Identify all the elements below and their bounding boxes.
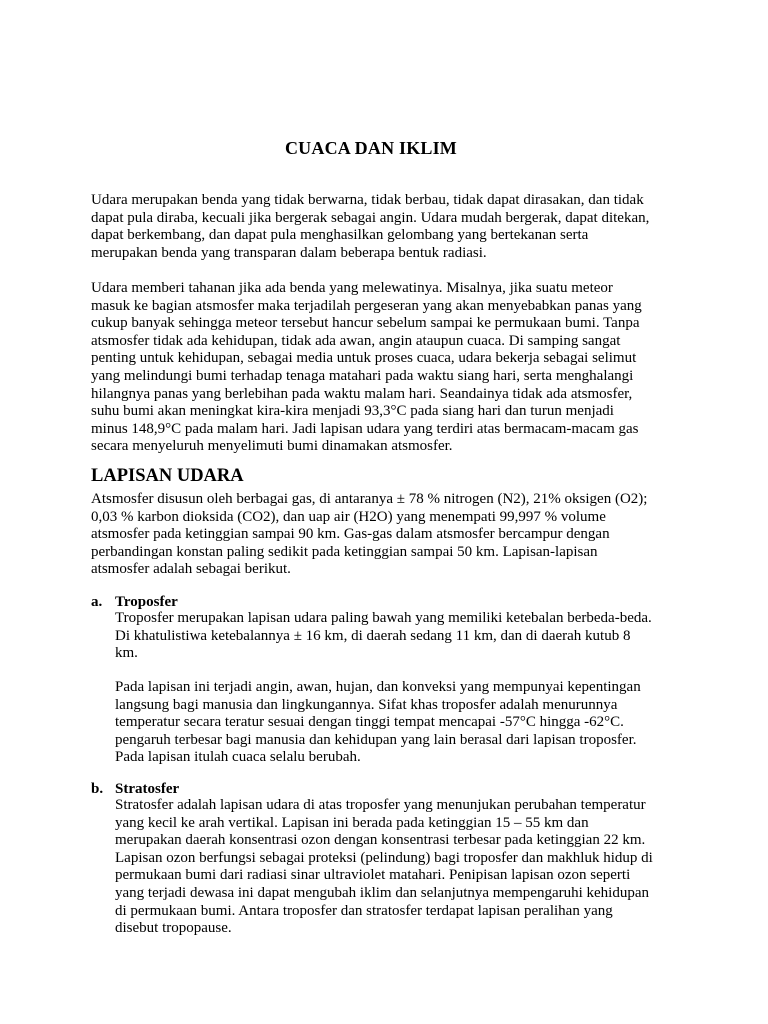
list-marker: a.: [91, 594, 103, 610]
troposfer-paragraph-1: [115, 610, 695, 663]
text-line: suhu bumi akan meningkat kira-kira menjadi 93,3°C pada siang hari dan turun menjadi: [91, 403, 614, 420]
text-line: disebut tropopause.: [115, 920, 232, 937]
document-title: CUACA DAN IKLIM: [284, 138, 457, 158]
text-line: hilangnya panas yang berlebihan pada waktu malam hari. Seandainya tidak ada atsmosfer,: [91, 385, 633, 402]
text-line: penting untuk kehidupan, sebagai media untuk proses cuaca, udara bekerja sebagai selimut: [91, 350, 637, 367]
text-line: yang kecil ke arah vertikal. Lapisan ini berada pada ketinggian 15 – 55 km dan: [115, 814, 589, 831]
troposfer-paragraph-2: [115, 679, 695, 767]
list-marker: b.: [91, 781, 104, 797]
text-line: merupakan daerah konsentrasi ozon dengan konsentrasi terbesar pada ketinggian 22 km.: [115, 832, 646, 849]
text-line: masuk ke bagian atsmosfer maka terjadilah pergeseran yang akan menyebabkan panas yang: [91, 297, 642, 314]
text-line: 0,03 % karbon dioksida (CO2), dan uap air (H2O) yang menempati 99,997 % volume: [91, 508, 606, 525]
text-line: Udara memberi tahanan jika ada benda yang melewatinya. Misalnya, jika suatu meteor: [91, 280, 613, 296]
text-line: merupakan benda yang transparan dalam beberapa bentuk radiasi.: [91, 244, 487, 261]
text-line: langsung bagi manusia dan lingkungannya. Sifat khas troposfer adalah menurunnya: [115, 696, 618, 713]
text-line: dapat pula diraba, kecuali jika bergerak sebagai angin. Udara mudah bergerak, dapat ditekan,: [91, 209, 650, 226]
text-line: cukup banyak sehingga meteor tersebut hancur sebelum sampai ke permukaan bumi. Tanpa: [91, 315, 640, 332]
text-line: yang terjadi dewasa ini dapat mengubah iklim dan selanjutnya mempengaruhi kehidupan: [115, 884, 650, 901]
text-line: di permukaan bumi. Antara troposfer dan stratosfer terdapat lapisan peralihan yang: [115, 902, 613, 919]
text-line: minus 148,9°C pada malam hari. Jadi lapisan udara yang terdiri atas bermacam-macam gas: [91, 420, 639, 437]
text-line: km.: [115, 645, 138, 662]
intro-paragraph-2: [91, 280, 691, 456]
text-line: perbandingan konstan paling sedikit pada ketinggian sampai 50 km. Lapisan-lapisan: [91, 543, 598, 560]
section-paragraph: [91, 491, 691, 579]
text-line: Udara merupakan benda yang tidak berwarna, tidak berbau, tidak dapat dirasakan, dan tidak: [91, 192, 644, 208]
text-line: temperatur secara teratur sesuai dengan tinggi tempat mencapai -57°C hingga -62°C.: [115, 714, 624, 731]
text-line: Di khatulistiwa ketebalannya ± 16 km, di daerah sedang 11 km, dan di daerah kutub 8: [115, 627, 631, 644]
text-line: atsmosfer tidak ada kehidupan, tidak ada awan, angin ataupun cuaca. Di samping sangat: [91, 332, 621, 349]
text-line: Pada lapisan ini terjadi angin, awan, hujan, dan konveksi yang mempunyai kepentingan: [115, 679, 641, 695]
text-line: atsmosfer pada ketinggian sampai 90 km. Gas-gas dalam atsmosfer bercampur dengan: [91, 526, 610, 543]
text-line: Atsmosfer disusun oleh berbagai gas, di antaranya ± 78 % nitrogen (N2), 21% oksigen (O2);: [91, 491, 648, 507]
section-heading-lapisan-udara: LAPISAN UDARA: [91, 466, 244, 486]
text-line: secara menyeluruh menyelimuti bumi dinamakan atsmosfer.: [91, 438, 453, 455]
item-title-stratosfer: Stratosfer: [115, 781, 180, 797]
text-line: atsmosfer adalah sebagai berikut.: [91, 561, 291, 578]
text-line: pengaruh terbesar bagi manusia dan kehidupan yang lain berasal dari lapisan troposfer.: [115, 731, 637, 748]
stratosfer-paragraph: [115, 797, 695, 938]
text-line: yang melindungi bumi terhadap tenaga matahari pada waktu siang hari, serta menghalangi: [91, 367, 634, 384]
item-title-troposfer: Troposfer: [115, 594, 178, 610]
text-line: Pada lapisan itulah cuaca selalu berubah.: [115, 749, 361, 766]
intro-paragraph-1: [91, 192, 691, 262]
text-line: Stratosfer adalah lapisan udara di atas troposfer yang menunjukan perubahan temperatur: [115, 797, 646, 813]
text-line: permukaan bumi dari radiasi sinar ultraviolet matahari. Penipisan lapisan ozon seperti: [115, 867, 631, 884]
text-line: dapat berkembang, dan dapat pula menghasilkan gelombang yang bertekanan serta: [91, 227, 589, 244]
text-line: Lapisan ozon berfungsi sebagai proteksi (pelindung) bagi troposfer dan makhluk hidup di: [115, 849, 653, 866]
text-line: Troposfer merupakan lapisan udara paling bawah yang memiliki ketebalan berbeda-beda.: [115, 610, 652, 626]
